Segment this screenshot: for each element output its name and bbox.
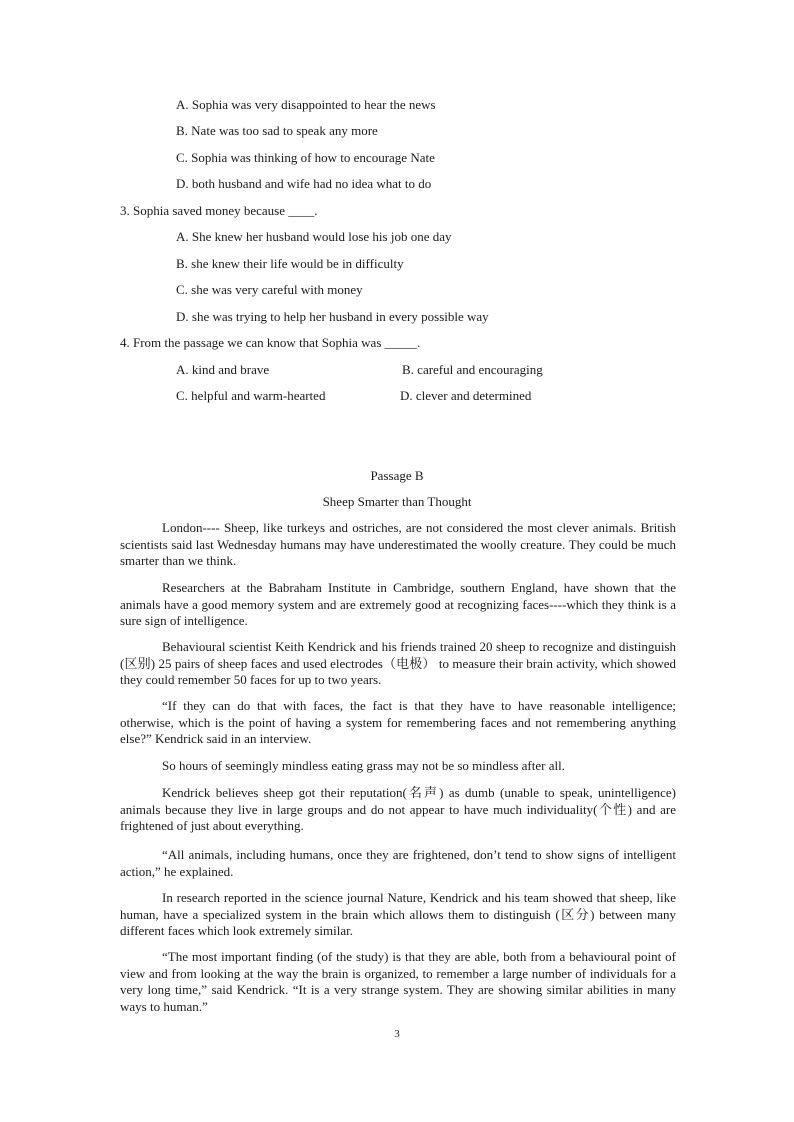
- paragraph-8: In research reported in the science journal Nature, Kendrick and his team showed that sheep, like human, have a specialized system in the brain which allows them to distinguish (区分) between many different faces which look extremely similar.: [120, 890, 676, 939]
- paragraph-7: “All animals, including humans, once they are frightened, don’t tend to show signs of intelligent action,” he explained.: [120, 847, 676, 879]
- paragraph-5: So hours of seemingly mindless eating grass may not be so mindless after all.: [162, 758, 565, 773]
- paragraph-1: London---- Sheep, like turkeys and ostriches, are not considered the most clever animals. British scientists said last Wednesday humans may have underestimated the woolly creature. They could be much smarter than we think.: [120, 520, 676, 569]
- q2-option-c: C. Sophia was thinking of how to encourage Nate: [176, 150, 435, 165]
- paragraph-6: Kendrick believes sheep got their reputation(名声) as dumb (unable to speak, unintelligence) animals because they live in large groups and do not appear to have much individuality(个性) and are frightened of just about everything.: [120, 785, 676, 834]
- q3-stem: 3. Sophia saved money because ____.: [120, 203, 318, 218]
- q4-option-d: D. clever and determined: [400, 388, 532, 403]
- paragraph-2: Researchers at the Babraham Institute in Cambridge, southern England, have shown that the animals have a good memory system and are extremely good at recognizing faces----which they think is a sure sign of intelligence.: [120, 580, 676, 629]
- q4-option-a: A. kind and brave: [176, 362, 270, 377]
- q2-option-a: A. Sophia was very disappointed to hear the news: [176, 97, 436, 112]
- q2-option-d: D. both husband and wife had no idea what to do: [176, 176, 432, 191]
- q3-option-a: A. She knew her husband would lose his job one day: [176, 229, 452, 244]
- q3-option-c: C. she was very careful with money: [176, 282, 363, 297]
- passage-title: Sheep Smarter than Thought: [322, 494, 472, 509]
- page-number: 3: [394, 1028, 400, 1040]
- q3-option-d: D. she was trying to help her husband in every possible way: [176, 309, 489, 324]
- q4-stem: 4. From the passage we can know that Sophia was _____.: [120, 335, 421, 350]
- q2-option-b: B. Nate was too sad to speak any more: [176, 123, 378, 138]
- paragraph-4: “If they can do that with faces, the fact is that they have to have reasonable intelligence; otherwise, which is the point of having a system for remembering faces and not remembering anything else?” Kendrick said in an interview.: [120, 698, 676, 747]
- q4-option-b: B. careful and encouraging: [402, 362, 543, 377]
- paragraph-3: Behavioural scientist Keith Kendrick and his friends trained 20 sheep to recognize and distinguish (区别) 25 pairs of sheep faces and used electrodes（电极） to measure their brain activity, which showed they could remember 50 faces for up to two years.: [120, 639, 676, 688]
- paragraph-9: “The most important finding (of the study) is that they are able, both from a behavioural point of view and from looking at the way the brain is organized, to remember a large number of individuals for a very long time,” said Kendrick. “It is a very strange system. They are showing similar abilities in many ways to human.”: [120, 949, 676, 1014]
- q4-option-c: C. helpful and warm-hearted: [176, 388, 326, 403]
- q3-option-b: B. she knew their life would be in difficulty: [176, 256, 404, 271]
- passage-label: Passage B: [370, 468, 424, 483]
